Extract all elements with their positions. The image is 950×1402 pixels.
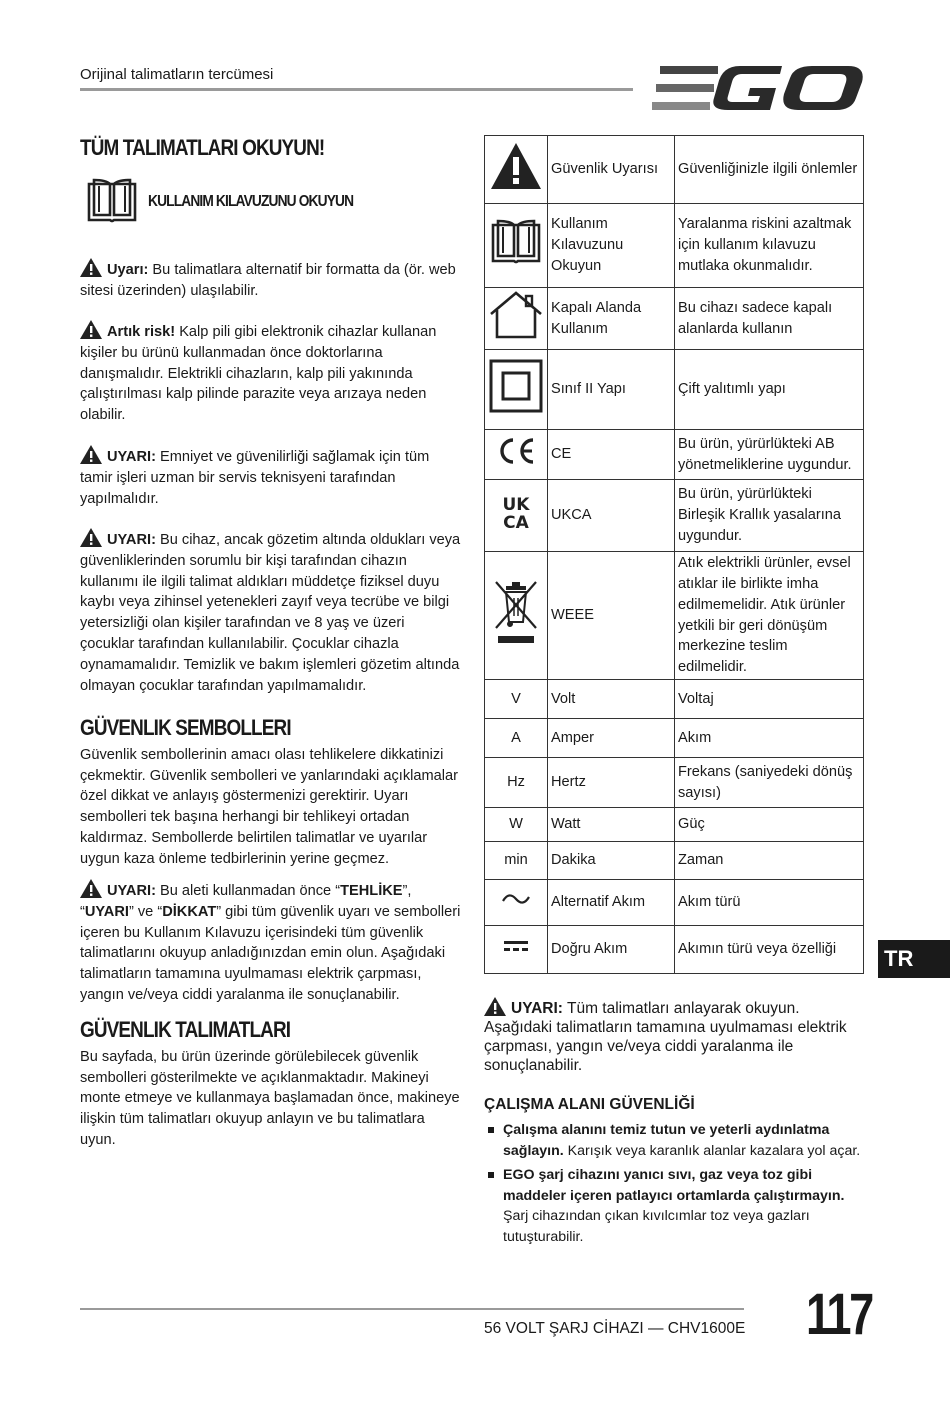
warning-5-text-d: ” gibi tüm güvenlik uyarı ve sembolleri içeren bu Kullanım Kılavuzu içerisindeki tüm güvenlik talimatlarını okuyup anladığınızdan emin olun. Aşağıdaki talimatların tamamına uyulmaması elektrik çarpması, yangın ve/veya ciddi yaralanma ile sonuçlanabilir.	[80, 903, 461, 1003]
table-row	[485, 680, 864, 719]
house-icon	[488, 290, 544, 340]
symbol-desc: Zaman	[675, 842, 864, 880]
manual-book-icon	[490, 219, 542, 265]
page-number: 117	[806, 1282, 872, 1347]
warning-icon	[80, 445, 102, 464]
bullet-2-text: Şarj cihazından çıkan kıvılcımlar toz veya gazları tutuşturabilir.	[503, 1208, 810, 1245]
header-rule	[80, 88, 633, 91]
warning-5-uyari: UYARI	[84, 903, 129, 920]
warning-1	[80, 258, 462, 302]
warning-1-label: Uyarı:	[107, 262, 149, 278]
weee-bin-icon	[492, 576, 540, 648]
manual-book-icon	[86, 178, 138, 224]
heading-safety-symbols: GÜVENLIK SEMBOLLERI	[80, 715, 291, 740]
warning-2-label: Artık risk!	[107, 324, 176, 340]
header-title: Orijinal talimatların tercümesi	[80, 66, 274, 83]
symbol-glyph: min	[485, 842, 548, 880]
symbol-desc: Akım	[675, 719, 864, 758]
symbol-name: Kapalı Alanda Kullanım	[548, 288, 675, 350]
symbol-desc: Akımın türü veya özelliği	[675, 926, 864, 974]
table-row	[485, 480, 864, 552]
symbol-desc: Voltaj	[675, 680, 864, 719]
svg-text:CA: CA	[503, 513, 529, 532]
warning-5-text-a: Bu aleti kullanmadan önce “	[155, 883, 341, 899]
symbol-name: Doğru Akım	[548, 926, 675, 974]
work-area-section	[484, 1095, 864, 1247]
symbol-name: Hertz	[548, 758, 675, 808]
footer-rule	[80, 1308, 744, 1310]
symbol-name: Watt	[548, 808, 675, 842]
warning-icon	[484, 997, 506, 1016]
safety-instructions-section	[80, 1017, 462, 1151]
ce-mark-icon	[496, 437, 536, 465]
safety-symbols-section	[80, 715, 462, 870]
table-row	[485, 880, 864, 926]
symbol-desc: Güvenliğinizle ilgili önlemler	[675, 136, 864, 204]
symbol-name: Kullanım Kılavuzunu Okuyun	[548, 204, 675, 288]
symbols-paragraph: Güvenlik sembollerinin amacı olası tehlikelere dikkatinizi çekmektir. Güvenlik sembolleri ve yanlarındaki açıklamalar özel dikkat ve anlayış göstermenizi gerektirir. Uyarı sembolleri tek başına herhangi bir tehlikeyi ortadan kaldırmaz. Sembollerde belirtilen talimatlar ve uyarılar uygun kaza önleme tedbirlerinin yerine geçmez.	[80, 746, 458, 867]
table-row	[485, 136, 864, 204]
table-row	[485, 719, 864, 758]
table-row	[485, 430, 864, 480]
symbol-glyph: Hz	[485, 758, 548, 808]
warning-5-label: UYARI:	[107, 883, 156, 899]
symbol-name: Amper	[548, 719, 675, 758]
symbols-table	[484, 135, 864, 974]
table-row	[485, 758, 864, 808]
warning-2-text: Kalp pili gibi elektronik cihazlar kullanan kişiler bu ürünü kullanmadan önce doktorlarına danışmalıdır. Elektrikli cihazların, kalp pili yakınında çalıştırılması kalp pilinde parazite veya arızaya neden olabilir.	[80, 324, 437, 424]
svg-text:UK: UK	[502, 495, 530, 516]
warning-icon	[80, 528, 102, 547]
right-warning	[484, 997, 864, 1075]
table-row	[485, 808, 864, 842]
warning-5-text-c: ” ve “	[128, 903, 163, 920]
symbol-glyph: A	[485, 719, 548, 758]
warning-icon	[80, 258, 102, 277]
symbol-name: Volt	[548, 680, 675, 719]
bullet-2-bold: EGO şarj cihazını yanıcı sıvı, gaz veya toz gibi maddeler içeren patlayıcı ortamlarda çalıştırmayın.	[503, 1167, 845, 1204]
symbol-desc: Yaralanma riskini azaltmak için kullanım kılavuzu mutlaka okunmalıdır.	[675, 204, 864, 288]
warning-4	[80, 528, 462, 696]
warning-4-label: UYARI:	[107, 532, 156, 548]
table-row	[485, 926, 864, 974]
symbol-name: UKCA	[548, 480, 675, 552]
warning-5-text-b: ”, “	[80, 883, 412, 920]
warning-icon	[80, 879, 102, 898]
heading-work-area: ÇALIŞMA ALANI GÜVENLİĞİ	[484, 1096, 695, 1113]
symbol-desc: Güç	[675, 808, 864, 842]
table-row	[485, 350, 864, 430]
right-warning-text: Tüm talimatları anlayarak okuyun. Aşağıdaki talimatların tamamına uyulmaması elektrik çarpması, yangın ve/veya ciddi yaralanma ile sonuçlanabilir.	[484, 1000, 847, 1074]
symbol-desc: Bu cihazı sadece kapalı alanlarda kullanın	[675, 288, 864, 350]
left-column	[80, 135, 462, 160]
symbol-desc: Çift yalıtımlı yapı	[675, 350, 864, 430]
symbol-name: Alternatif Akım	[548, 880, 675, 926]
symbol-glyph: V	[485, 680, 548, 719]
symbol-name: WEEE	[548, 552, 675, 680]
warning-4-text: Bu cihaz, ancak gözetim altında oldukları veya güvenliklerinden sorumlu bir kişi tarafından cihazın kullanımı ile ilgili talimat aldıkları müddetçe fiziksel duyu kaybı veya zihinsel yetenekleri zayıf veya tecrübe ve bilgi yetersizliği olan kişiler tarafından ve 8 yaş ve üzeri çocuklar tarafından kullanılabilir. Çocuklar cihazla oynamamalıdır. Temizlik ve bakım işlemleri gözetim altında olmayan çocuklar tarafından yapılmamalıdır.	[80, 532, 461, 694]
warning-1-text: Bu talimatlara alternatif bir formatta da (ör. web sitesi üzerinden) ulaşılabilir.	[80, 262, 456, 299]
table-row	[485, 204, 864, 288]
table-row	[485, 842, 864, 880]
symbol-name: Sınıf II Yapı	[548, 350, 675, 430]
footer-product: 56 VOLT ŞARJ CİHAZI — CHV1600E	[484, 1320, 746, 1337]
warning-3	[80, 445, 462, 509]
warning-2	[80, 320, 462, 426]
class-ii-icon	[489, 359, 543, 413]
bullet-1-bold: Çalışma alanını temiz tutun ve yeterli aydınlatma sağlayın.	[503, 1122, 830, 1159]
bullet-1-text: Karışık veya karanlık alanlar kazalara yol açar.	[563, 1142, 861, 1159]
heading-read-all: TÜM TALIMATLARI OKUYUN!	[80, 135, 325, 160]
symbol-name: Güvenlik Uyarısı	[548, 136, 675, 204]
ac-wave-icon	[501, 891, 531, 907]
symbol-desc: Atık elektrikli ürünler, evsel atıklar ile birlikte imha edilmemelidir. Atık ürünler yetkili bir geri dönüşüm merkezine teslim edilmelidir.	[675, 552, 864, 680]
dc-lines-icon	[502, 938, 530, 954]
warning-icon	[80, 320, 102, 339]
manual-label: KULLANIM KILAVUZUNU OKUYUN	[148, 193, 354, 210]
ego-logo	[652, 64, 864, 112]
symbol-desc: Bu ürün, yürürlükteki Birleşik Krallık yasalarına uygundur.	[675, 480, 864, 552]
warning-5	[80, 879, 462, 1006]
symbol-name: Dakika	[548, 842, 675, 880]
warning-5-tehlike: TEHLİKE	[340, 883, 403, 899]
symbol-name: CE	[548, 430, 675, 480]
symbol-desc: Frekans (saniyedeki dönüş sayısı)	[675, 758, 864, 808]
warning-3-text: Emniyet ve güvenilirliği sağlamak için tüm tamir işleri uzman bir servis teknisyeni tarafından yapılmalıdır.	[80, 449, 430, 507]
list-item	[484, 1120, 864, 1161]
list-item	[484, 1165, 864, 1247]
warning-3-label: UYARI:	[107, 449, 156, 465]
language-tab: TR	[878, 940, 950, 978]
ukca-mark-icon	[497, 493, 535, 531]
warning-triangle-icon	[489, 141, 543, 191]
heading-safety-instructions: GÜVENLIK TALIMATLARI	[80, 1017, 291, 1042]
table-row	[485, 552, 864, 680]
table-row	[485, 288, 864, 350]
right-warning-label: UYARI:	[511, 1000, 563, 1017]
instructions-paragraph: Bu sayfada, bu ürün üzerinde görülebilecek güvenlik sembolleri gösterilmekte ve açıklanmaktadır. Makineyi monte etmeye ve kullanmaya başlamadan önce, makineye ilişkin tüm talimatları okuyup anlayın ve bu talimatlara uyun.	[80, 1048, 460, 1148]
symbol-desc: Bu ürün, yürürlükteki AB yönetmeliklerine uygundur.	[675, 430, 864, 480]
symbol-desc: Akım türü	[675, 880, 864, 926]
warning-5-dikkat: DİKKAT	[162, 903, 217, 920]
symbol-glyph: W	[485, 808, 548, 842]
